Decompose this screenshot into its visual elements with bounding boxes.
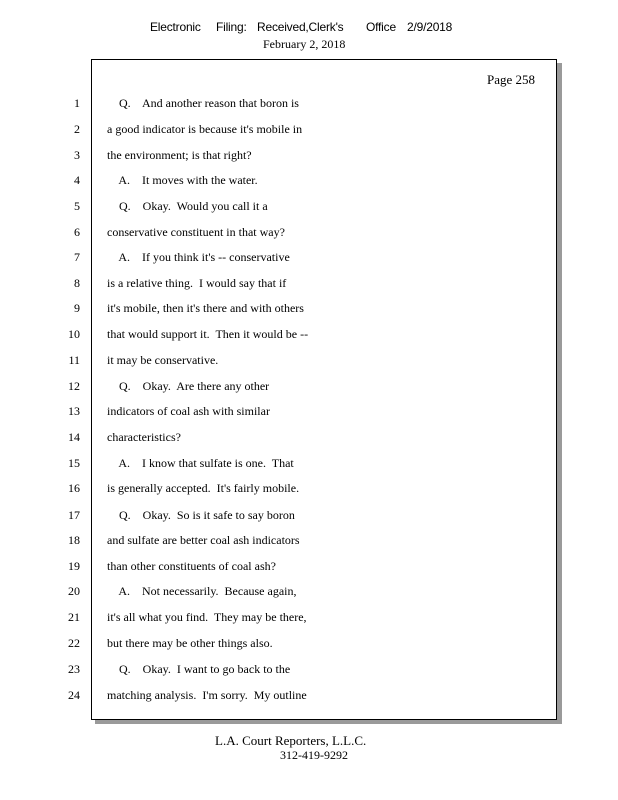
- line-text: characteristics?: [107, 430, 181, 444]
- line-text: indicators of coal ash with similar: [107, 404, 270, 418]
- line-number: 16: [68, 481, 80, 495]
- line-text: and sulfate are better coal ash indicators: [107, 533, 300, 547]
- line-number: 11: [68, 353, 80, 367]
- line-text: conservative constituent in that way?: [107, 225, 285, 239]
- line-text: Q. Okay. So is it safe to say boron: [107, 508, 295, 522]
- line-number: 9: [74, 301, 80, 315]
- line-text: the environment; is that right?: [107, 148, 252, 162]
- line-text: A. Not necessarily. Because again,: [107, 584, 297, 598]
- line-number: 22: [68, 636, 80, 650]
- line-number: 3: [74, 148, 80, 162]
- line-number: 20: [68, 584, 80, 598]
- line-text: it may be conservative.: [107, 353, 219, 367]
- line-number: 2: [74, 122, 80, 136]
- line-number: 7: [74, 250, 80, 264]
- line-number: 4: [74, 173, 80, 187]
- line-text: Q. Okay. Are there any other: [107, 379, 270, 393]
- line-number: 15: [68, 456, 80, 470]
- line-number: 23: [68, 662, 80, 676]
- header-received-clerks: Received,Clerk's: [257, 20, 344, 34]
- court-reporter-name: L.A. Court Reporters, L.L.C.: [215, 733, 367, 748]
- line-number: 12: [68, 379, 80, 393]
- header-electronic: Electronic: [150, 20, 201, 34]
- line-number: 17: [68, 508, 80, 522]
- line-text: matching analysis. I'm sorry. My outline: [107, 688, 307, 702]
- line-number: 6: [74, 225, 80, 239]
- line-text: A. I know that sulfate is one. That: [107, 456, 294, 470]
- line-number: 21: [68, 610, 80, 624]
- line-text: Q. And another reason that boron is: [107, 96, 299, 110]
- header-office: Office: [366, 20, 396, 34]
- line-text: than other constituents of coal ash?: [107, 559, 276, 573]
- line-text: A. If you think it's -- conservative: [107, 250, 290, 264]
- line-number: 18: [68, 533, 80, 547]
- line-text: it's all what you find. They may be there,: [107, 610, 307, 624]
- line-text: is generally accepted. It's fairly mobile.: [107, 481, 300, 495]
- line-number: 19: [68, 559, 80, 573]
- line-number: 5: [74, 199, 80, 213]
- court-reporter-phone: 312-419-9292: [280, 748, 348, 762]
- line-number: 1: [74, 96, 80, 110]
- page-number: Page 258: [487, 72, 536, 87]
- filing-stamp-header: [0, 20, 618, 36]
- line-text: a good indicator is because it's mobile in: [107, 122, 303, 136]
- line-number: 13: [68, 404, 80, 418]
- line-text: A. It moves with the water.: [107, 173, 258, 187]
- line-text: Q. Okay. Would you call it a: [107, 199, 268, 213]
- line-text: but there may be other things also.: [107, 636, 273, 650]
- header-filed-date: 2/9/2018: [407, 20, 453, 34]
- line-text: that would support it. Then it would be --: [107, 327, 309, 341]
- line-number: 8: [74, 276, 80, 290]
- line-text: Q. Okay. I want to go back to the: [107, 662, 291, 676]
- header-filing: Filing:: [216, 20, 247, 34]
- line-text: it's mobile, then it's there and with others: [107, 301, 304, 315]
- line-number: 10: [68, 327, 80, 341]
- line-number: 24: [68, 688, 80, 702]
- line-text: is a relative thing. I would say that if: [107, 276, 287, 290]
- line-number: 14: [68, 430, 80, 444]
- deposition-date: February 2, 2018: [263, 37, 346, 51]
